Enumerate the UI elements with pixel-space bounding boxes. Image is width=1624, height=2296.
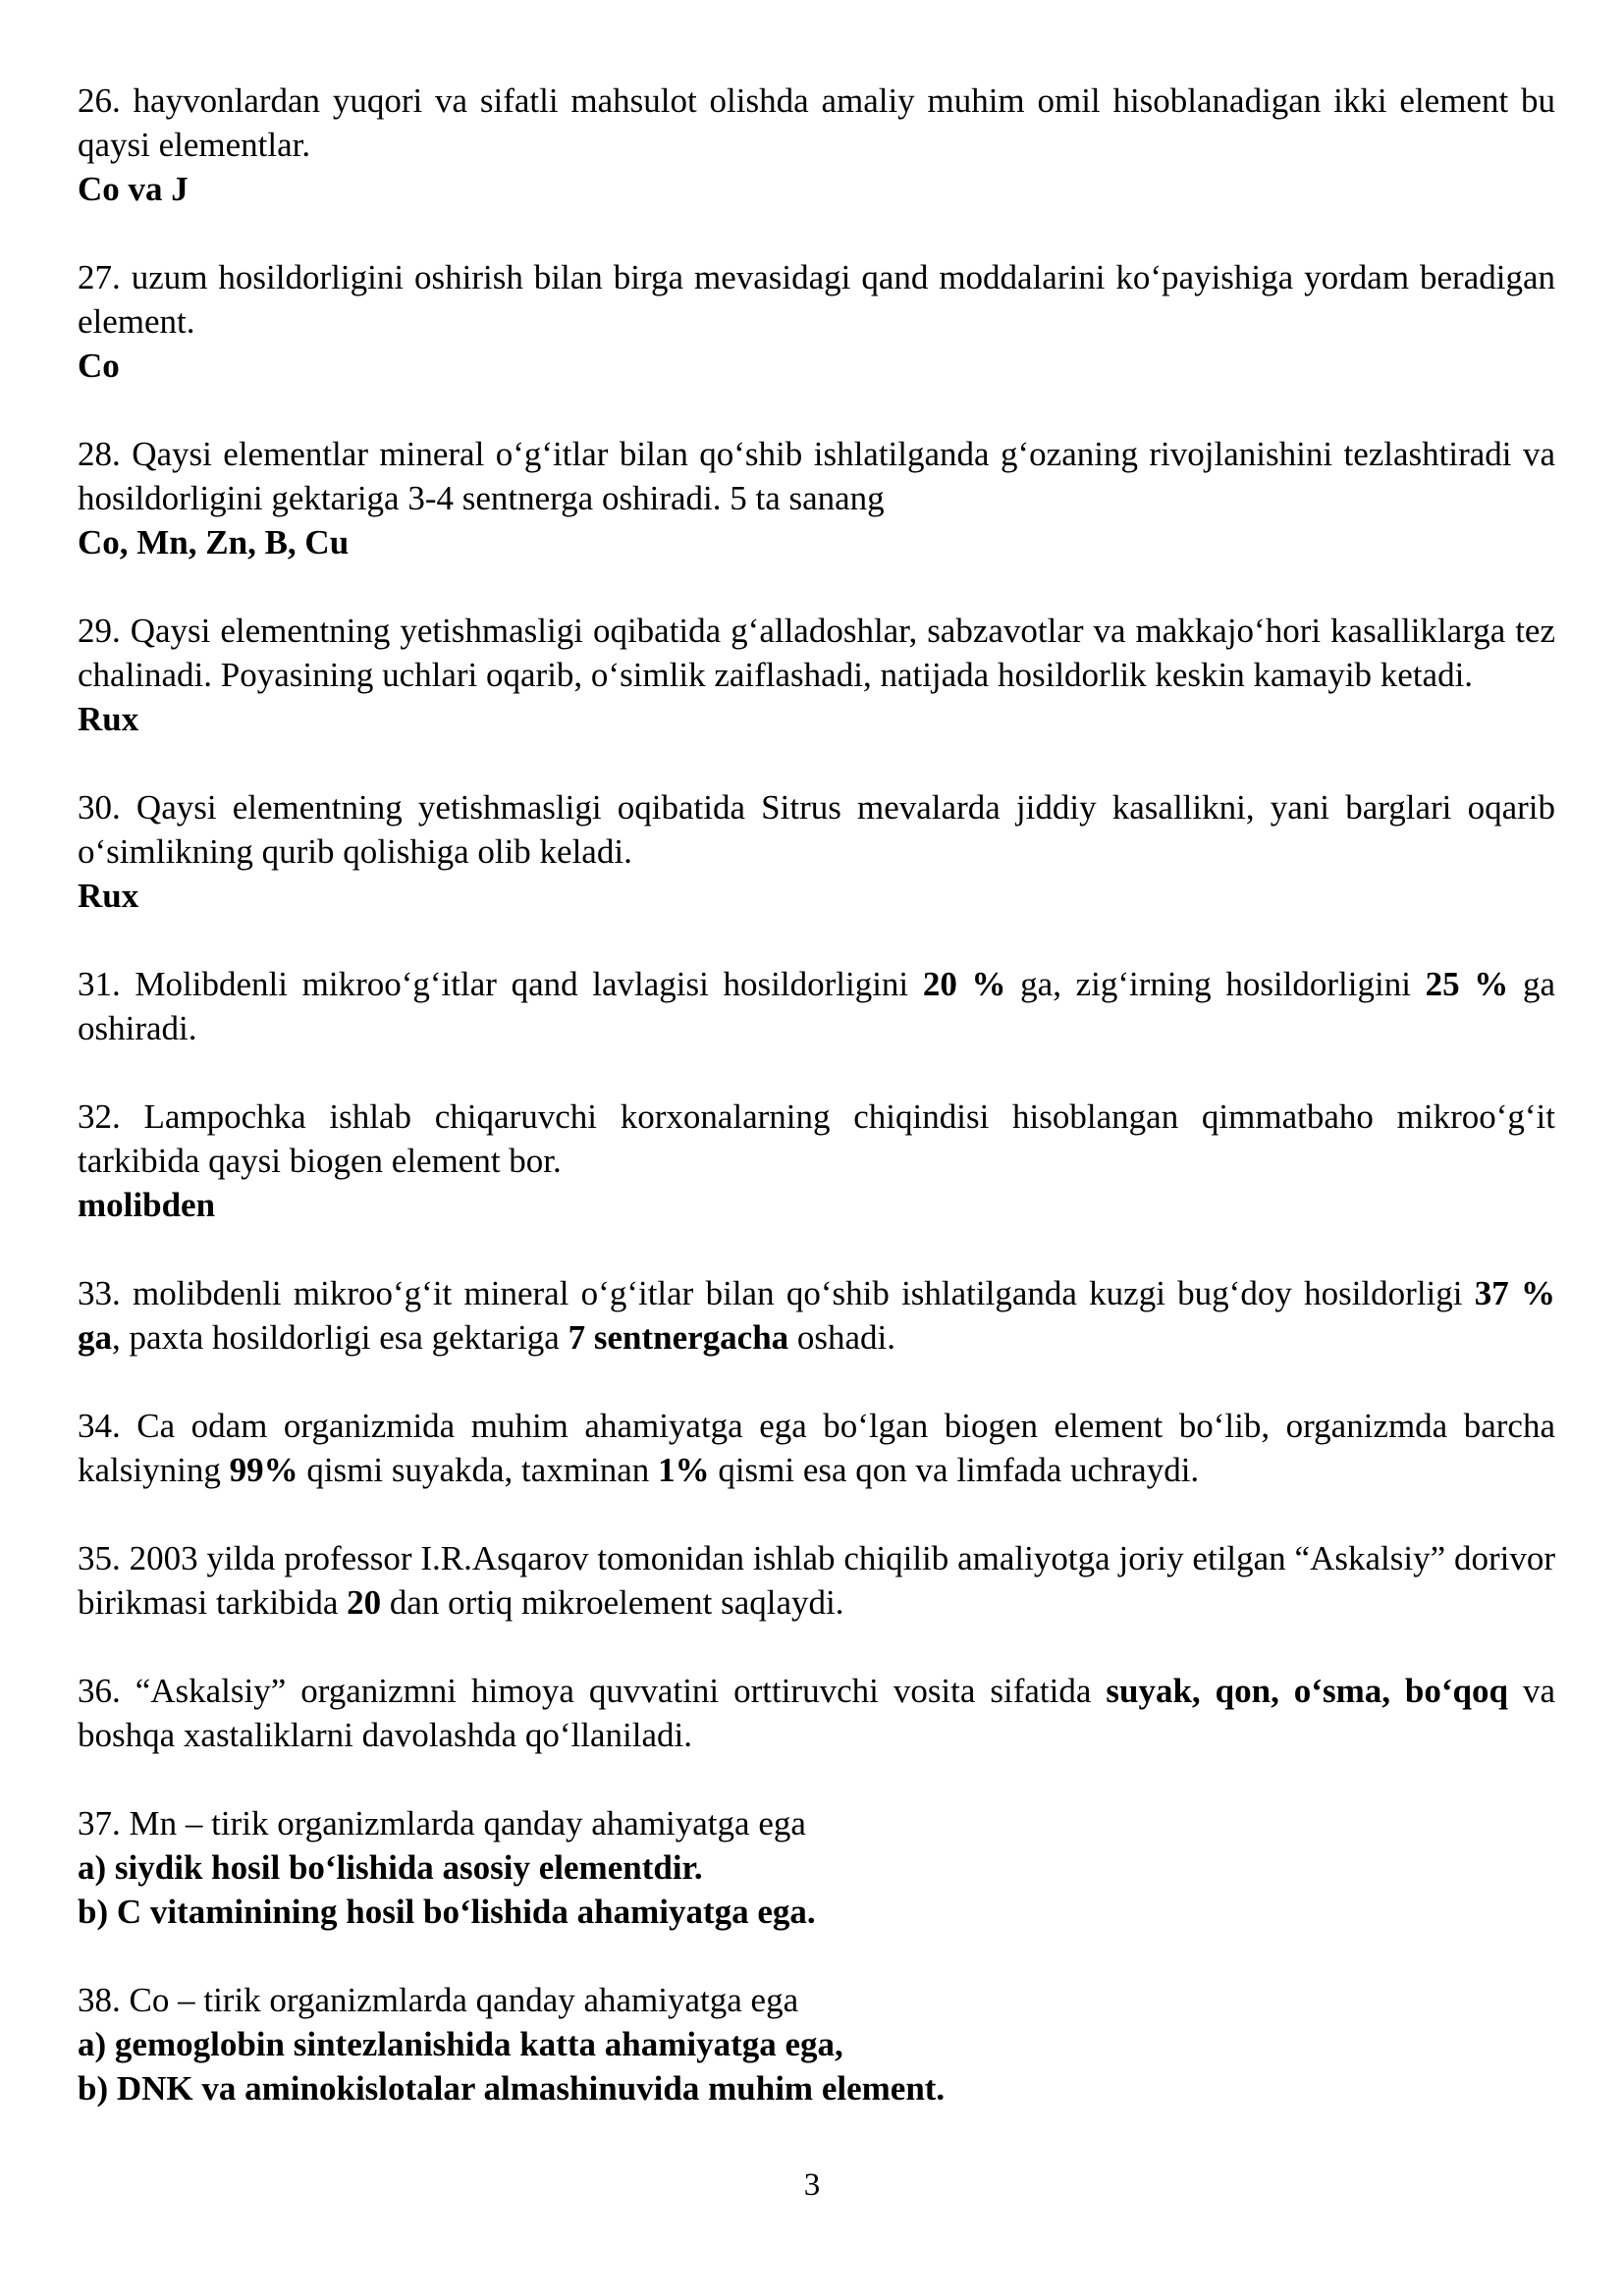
question-text: 32. Lampochka ishlab chiqaruvchi korxonalarning chiqindisi hisoblangan qimmatbaho mikroo‘g‘it tarkibida qaysi biogen element bor. [78,1097,1555,1180]
question-text [78,1404,1555,1492]
answer-text: Rux [78,700,139,738]
question-37 [78,1801,1555,1934]
highlight-value: 7 sentnergacha [568,1318,789,1357]
text-part: qismi esa qon va limfada uchraydi. [709,1451,1200,1489]
highlight-value: 37 % ga [78,1274,1556,1357]
answer-text: Rux [78,877,139,915]
question-text [78,1669,1555,1757]
document-page [78,79,1555,2155]
text-part: 34. Ca odam organizmida muhim ahamiyatga ega bo‘lgan biogen element bo‘lib, organizmda barcha kalsiyning [78,1407,1555,1489]
question-text: 37. Mn – tirik organizmlarda qanday ahamiyatga ega [78,1804,806,1842]
question-text: 29. Qaysi elementning yetishmasligi oqibatida g‘alladoshlar, sabzavotlar va makkajo‘hori kasalliklarga tez chalinadi. Poyasining uchlari oqarib, o‘simlik zaiflashadi, natijada hosildorlik keskin kamayib ketadi. [78,612,1555,694]
text-part: va boshqa xastaliklarni davolashda qo‘llaniladi. [78,1672,1556,1754]
highlight-value: 1% [658,1451,710,1489]
answer-option: b) C vitaminining hosil bo‘lishida ahamiyatga ega. [78,1893,816,1931]
text-part: , paxta hosildorligi esa gektariga [112,1318,568,1357]
highlight-value: 25 % [1425,965,1509,1003]
question-text [78,1271,1555,1360]
question-text [78,1536,1555,1625]
question-text: 26. hayvonlardan yuqori va sifatli mahsulot olishda amaliy muhim omil hisoblanadigan ikki element bu qaysi elementlar. [78,81,1555,164]
question-text [78,962,1555,1050]
text-part: 35. 2003 yilda professor I.R.Asqarov tomonidan ishlab chiqilib amaliyotga joriy etilgan “Askalsiy” dorivor birikmasi tarkibida [78,1539,1555,1622]
text-part: 36. “Askalsiy” organizmni himoya quvvatini orttiruvchi vosita sifatida [78,1672,1107,1710]
highlight-value: suyak, qon, o‘sma, bo‘qoq [1106,1672,1508,1710]
question-31 [78,962,1555,1050]
text-part: ga, zig‘irning hosildorligini [1005,965,1426,1003]
question-34 [78,1404,1555,1492]
highlight-value: 20 [347,1583,382,1622]
answer-option: a) siydik hosil bo‘lishida asosiy elementdir. [78,1848,703,1887]
question-text: 30. Qaysi elementning yetishmasligi oqibatida Sitrus mevalarda jiddiy kasallikni, yani barglari oqarib o‘simlikning qurib qolishiga olib keladi. [78,788,1555,871]
answer-option: b) DNK va aminokislotalar almashinuvida muhim element. [78,2069,946,2108]
question-text: 27. uzum hosildorligini oshirish bilan birga mevasidagi qand moddalarini ko‘payishiga yordam beradigan element. [78,258,1555,341]
answer-text: Co [78,347,120,385]
answer-text: Co va J [78,170,189,208]
answer-text: Co, Mn, Zn, B, Cu [78,523,350,561]
text-part: 31. Molibdenli mikroo‘g‘itlar qand lavlagisi hosildorligini [78,965,923,1003]
highlight-value: 20 % [922,965,1006,1003]
question-35 [78,1536,1555,1625]
text-part: qismi suyakda, taxminan [298,1451,659,1489]
question-28 [78,432,1555,564]
text-part: ga oshiradi. [78,965,1555,1047]
question-29 [78,609,1555,741]
question-33 [78,1271,1555,1360]
highlight-value: 99% [229,1451,298,1489]
question-26 [78,79,1555,211]
question-38 [78,1978,1555,2110]
question-27 [78,255,1555,388]
answer-option: a) gemoglobin sintezlanishida katta ahamiyatga ega, [78,2025,843,2063]
question-text: 38. Co – tirik organizmlarda qanday ahamiyatga ega [78,1981,799,2019]
text-part: oshadi. [788,1318,896,1357]
question-32 [78,1095,1555,1227]
text-part: 33. molibdenli mikroo‘g‘it mineral o‘g‘itlar bilan qo‘shib ishlatilganda kuzgi bug‘doy hosildorligi [78,1274,1475,1312]
page-number: 3 [803,2167,821,2203]
question-text: 28. Qaysi elementlar mineral o‘g‘itlar bilan qo‘shib ishlatilganda g‘ozaning rivojlanishini tezlashtiradi va hosildorligini gektariga 3-4 sentnerga oshiradi. 5 ta sanang [78,435,1555,517]
answer-text: molibden [78,1186,216,1224]
question-30 [78,785,1555,918]
question-36 [78,1669,1555,1757]
text-part: dan ortiq mikroelement saqlaydi. [381,1583,844,1622]
